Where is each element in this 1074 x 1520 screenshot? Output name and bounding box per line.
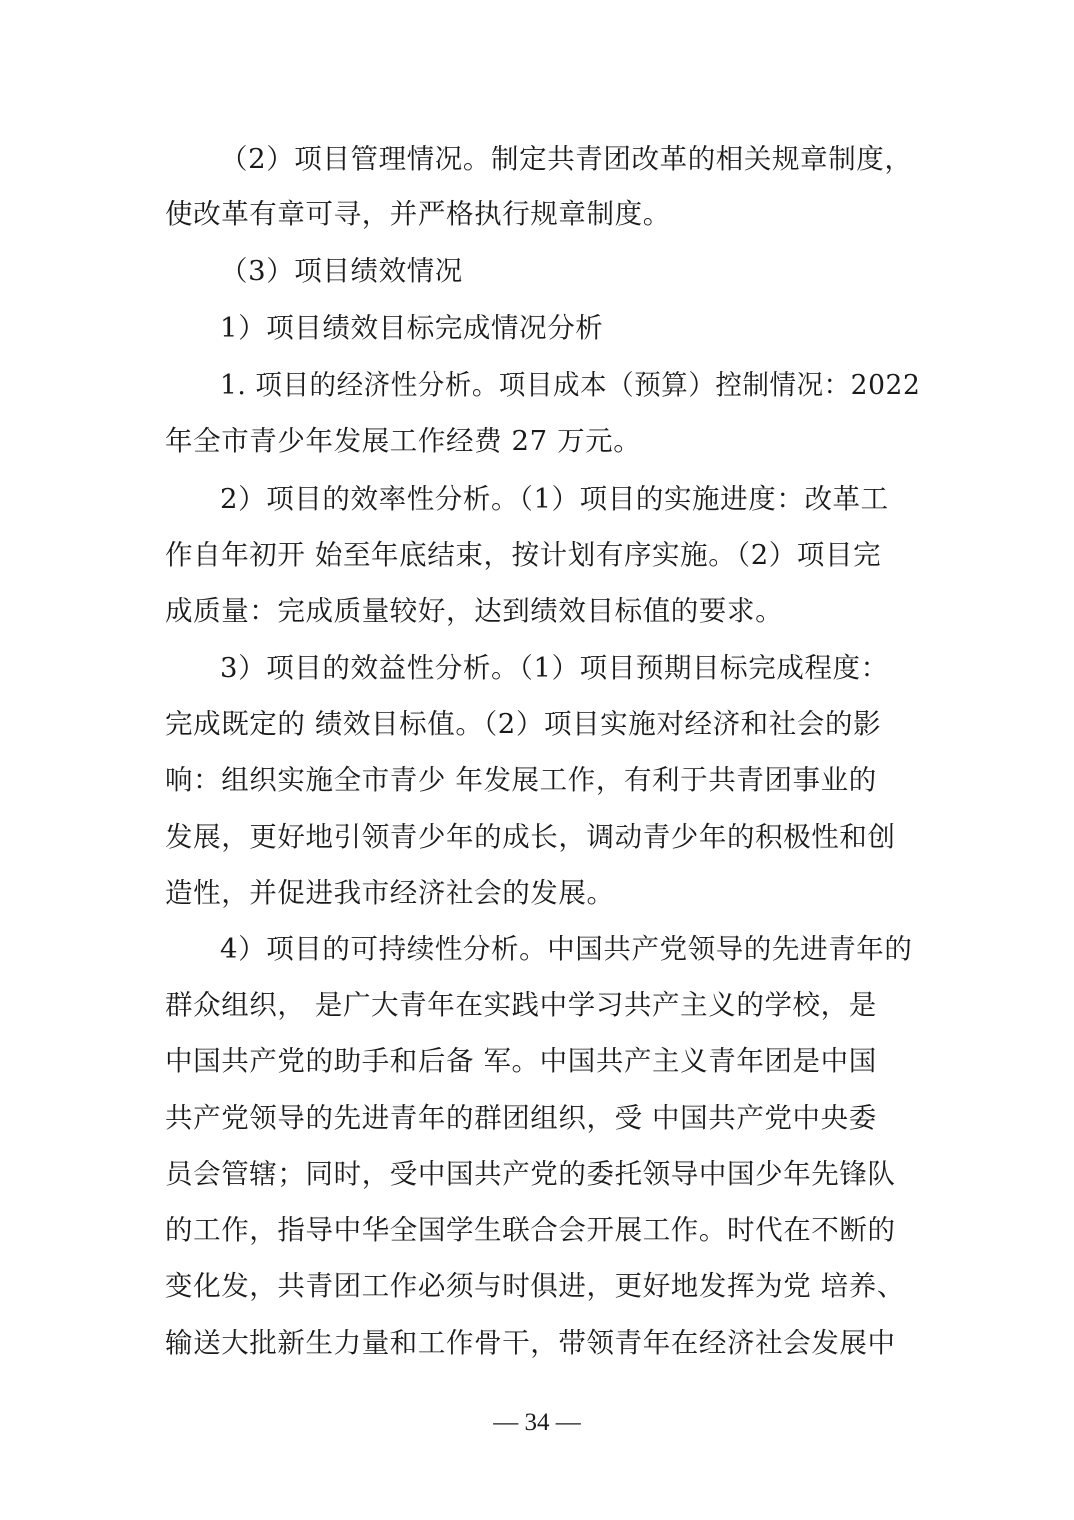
page-number: — 34 —: [493, 1409, 581, 1436]
text-line: 造性，并促进我市经济社会的发展。: [165, 877, 615, 909]
text-line: 输送大批新生力量和工作骨干，带领青年在经济社会发展中: [165, 1327, 896, 1359]
text-line: 共产党领导的先进青年的群团组织，受 中国共产党中央委: [165, 1102, 877, 1134]
text-line: 3）项目的效益性分析。（1）项目预期目标完成程度：: [220, 652, 889, 684]
text-line: 作自年初开 始至年底结束，按计划有序实施。（2）项目完: [165, 539, 882, 571]
text-line: 1）项目绩效目标完成情况分析: [220, 312, 604, 344]
text-line: 成质量：完成质量较好，达到绩效目标值的要求。: [165, 595, 784, 627]
text-line: 发展，更好地引领青少年的成长，调动青少年的积极性和创: [165, 821, 896, 853]
text-line: 员会管辖；同时，受中国共产党的委托领导中国少年先锋队: [165, 1158, 896, 1190]
text-line: 响：组织实施全市青少 年发展工作，有利于共青团事业的: [165, 764, 877, 796]
text-line: 1. 项目的经济性分析。项目成本（预算）控制情况：2022: [220, 369, 921, 401]
text-line: 变化发，共青团工作必须与时俱进，更好地发挥为党 培养、: [165, 1270, 905, 1302]
text-line: 的工作，指导中华全国学生联合会开展工作。时代在不断的: [165, 1214, 896, 1246]
text-line: （3）项目绩效情况: [220, 255, 463, 287]
text-line: 群众组织， 是广大青年在实践中学习共产主义的学校，是: [165, 989, 877, 1021]
text-line: 年全市青少年发展工作经费 27 万元。: [165, 425, 642, 457]
text-line: 中国共产党的助手和后备 军。中国共产主义青年团是中国: [165, 1045, 877, 1077]
text-line: 使改革有章可寻，并严格执行规章制度。: [165, 198, 671, 230]
text-line: 2）项目的效率性分析。（1）项目的实施进度：改革工: [220, 483, 889, 515]
text-line: 4）项目的可持续性分析。中国共产党领导的先进青年的: [220, 933, 913, 965]
text-line: （2）项目管理情况。制定共青团改革的相关规章制度，: [220, 143, 913, 175]
text-line: 完成既定的 绩效目标值。（2）项目实施对经济和社会的影: [165, 708, 882, 740]
